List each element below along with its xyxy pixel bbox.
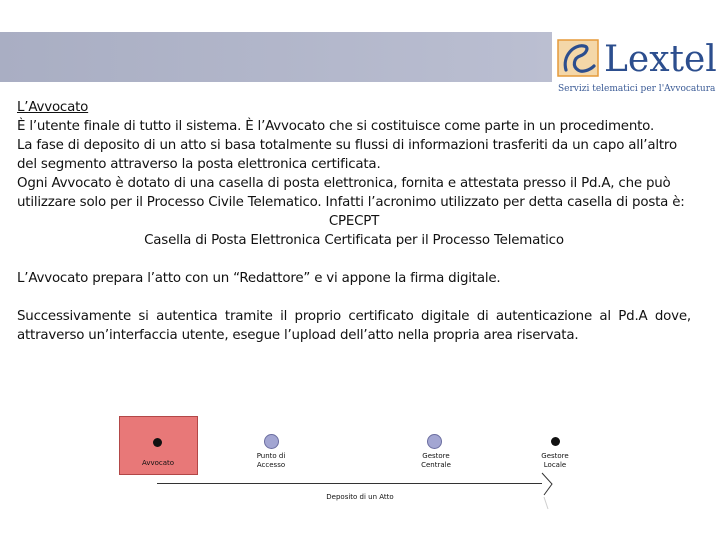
paragraph-redattore: L’Avvocato prepara l’atto con un “Redattore” e vi appone la firma digitale. [17, 271, 501, 286]
slide-content [17, 98, 691, 345]
gestore-locale-node-dot [551, 437, 560, 446]
paragraph-deposit: La fase di deposito di un atto si basa totalmente su flussi di informazioni trasferiti da un capo all’altro del segmento attraverso la posta elettronica certificata. [17, 138, 677, 172]
flow-label: Deposito di un Atto [326, 493, 394, 501]
gestore-centrale-node-label: Gestore Centrale [421, 452, 451, 469]
gestore-locale-node-label: Gestore Locale [541, 452, 569, 469]
logo-tagline: Servizi telematici per l'Avvocatura [558, 84, 716, 94]
avvocato-node-label: Avvocato [141, 459, 175, 467]
section-title: L’Avvocato [17, 100, 89, 115]
flow-arrow-icon [540, 471, 564, 511]
flow-line [157, 483, 542, 484]
paragraph-upload: Successivamente si autentica tramite il proprio certificato digitale di autenticazione al Pd.A dove, attraverso un’interfaccia utente, esegue l’upload dell’atto nella propria area riservata. [17, 309, 691, 343]
acronym: CPECPT [328, 214, 380, 229]
logo-wordmark: Lextel [604, 39, 717, 80]
avvocato-node-dot [153, 438, 162, 447]
deposit-flow-diagram [100, 405, 620, 535]
acronym-expansion: Casella di Posta Elettronica Certificata per il Processo Telematico [144, 233, 564, 248]
lextel-logo-icon [556, 36, 600, 82]
punto-accesso-node-label: Punto di Accesso [256, 452, 286, 469]
paragraph-mailbox: Ogni Avvocato è dotato di una casella di posta elettronica, fornita e attestata presso il Pd.A, che può utilizzare solo per il Processo Civile Telematico. Infatti l’acronimo utilizzato per detta casella di posta è: [17, 176, 685, 210]
gestore-centrale-node-dot [427, 434, 442, 449]
punto-accesso-node-dot [264, 434, 279, 449]
paragraph-intro: È l’utente finale di tutto il sistema. È l’Avvocato che si costituisce come parte in un procedimento. [17, 119, 654, 134]
